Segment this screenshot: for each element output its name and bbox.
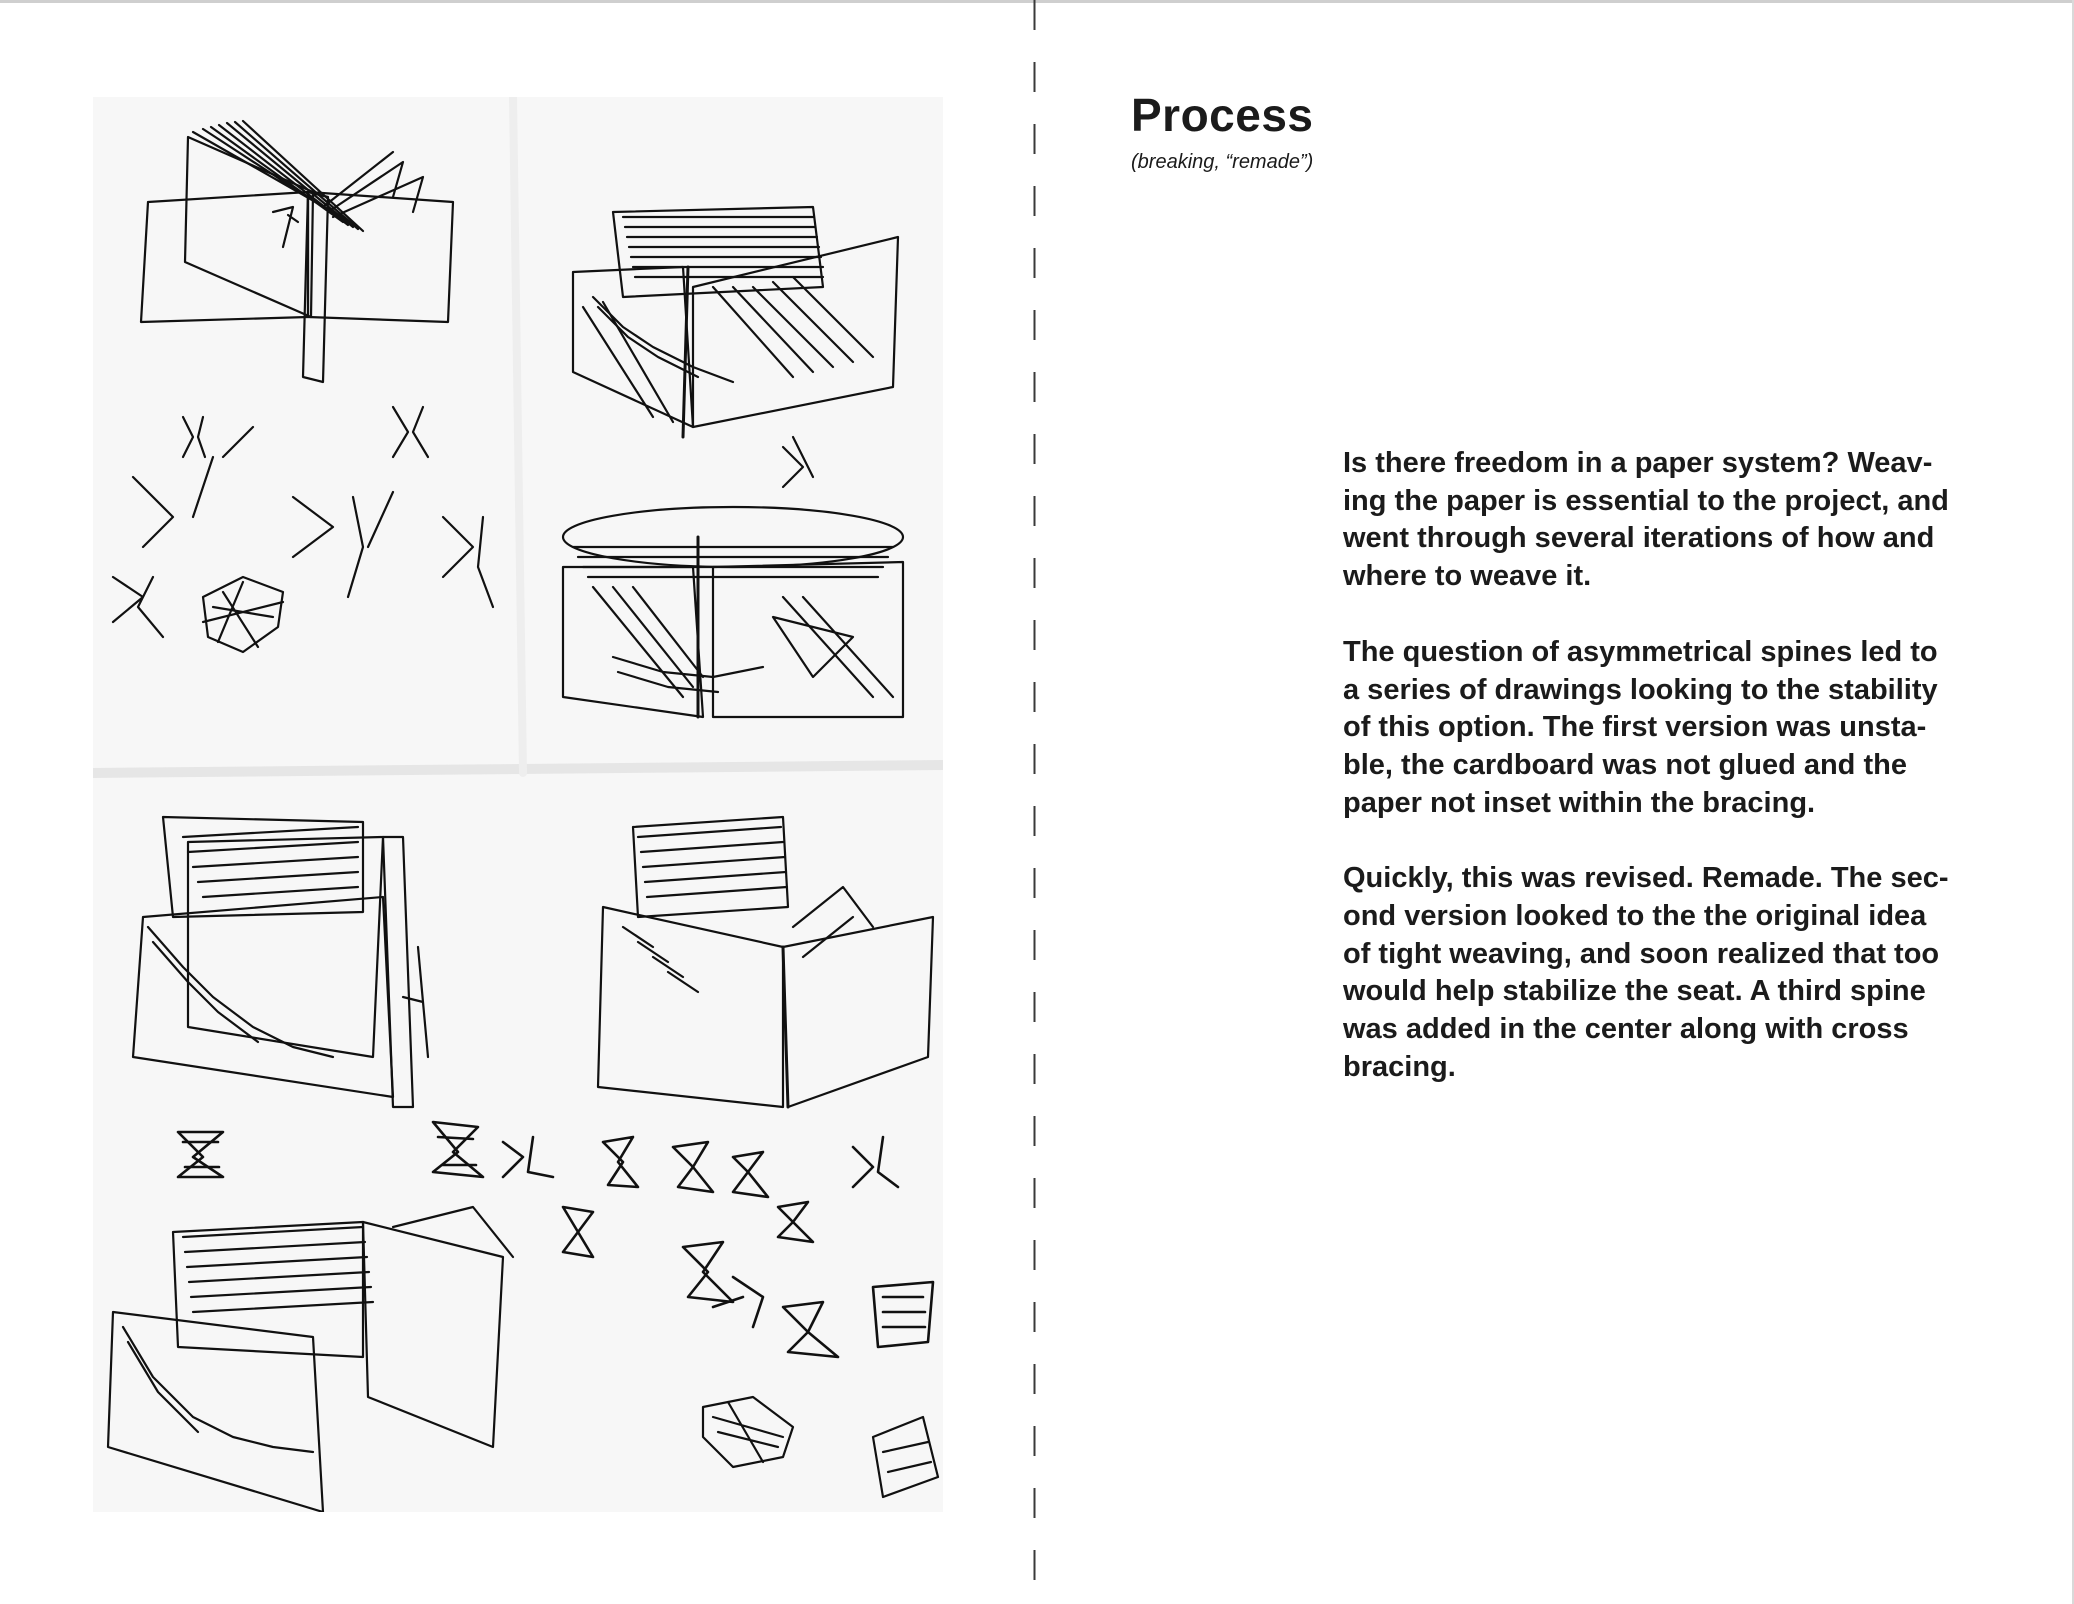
sketch-small-marks-1 <box>113 407 813 637</box>
paragraph-2 <box>1343 634 1993 823</box>
sketch-crumpled-form <box>203 577 283 652</box>
paragraph-3 <box>1343 860 1993 1086</box>
paragraph-3-line: would help stabilize the seat. A third spine <box>1343 975 1926 1008</box>
paragraph-1-line: ing the paper is essential to the project, and <box>1343 484 1949 517</box>
sketch-chair-1 <box>141 121 453 382</box>
page-top-edge <box>0 0 2074 3</box>
paragraph-1-line: where to weave it. <box>1343 560 1592 593</box>
process-sketches-image <box>93 97 943 1512</box>
paragraph-2-line: ble, the cardboard was not glued and the <box>1343 748 1907 781</box>
paragraph-1 <box>1343 445 1993 596</box>
paragraph-3-line: bracing. <box>1343 1050 1456 1083</box>
paragraph-3-line: was added in the center along with cross <box>1343 1013 1909 1046</box>
sketch-chair-6 <box>108 1207 513 1512</box>
page-title: Process <box>1131 89 1314 141</box>
sketch-chair-2 <box>573 207 898 437</box>
paragraph-2-line: paper not inset within the bracing. <box>1343 786 1816 819</box>
sketch-chair-3 <box>563 507 903 717</box>
center-fold-line <box>1033 0 1036 1604</box>
paragraph-2-line: The question of asymmetrical spines led to <box>1343 635 1938 668</box>
paragraph-3-line: ond version looked to the the original idea <box>1343 900 1927 933</box>
paragraph-3-line: Quickly, this was revised. Remade. The sec- <box>1343 862 1949 895</box>
body-text <box>1343 445 1993 1125</box>
sketch-small-marks-3 <box>703 1397 938 1497</box>
paragraph-2-line: of this option. The first version was unsta- <box>1343 711 1927 744</box>
paragraph-3-line: of tight weaving, and soon realized that too <box>1343 937 1940 970</box>
paragraph-2-line: a series of drawings looking to the stability <box>1343 673 1938 706</box>
paragraph-1-line: Is there freedom in a paper system? Weav- <box>1343 447 1933 479</box>
page-subtitle: (breaking, “remade”) <box>1131 151 1314 173</box>
paragraph-1-line: went through several iterations of how and <box>1343 522 1935 555</box>
sketch-chair-4 <box>133 817 428 1107</box>
sketch-chair-5 <box>598 817 933 1107</box>
sketch-small-marks-2 <box>178 1122 933 1357</box>
sketch-drawings <box>93 97 943 1512</box>
